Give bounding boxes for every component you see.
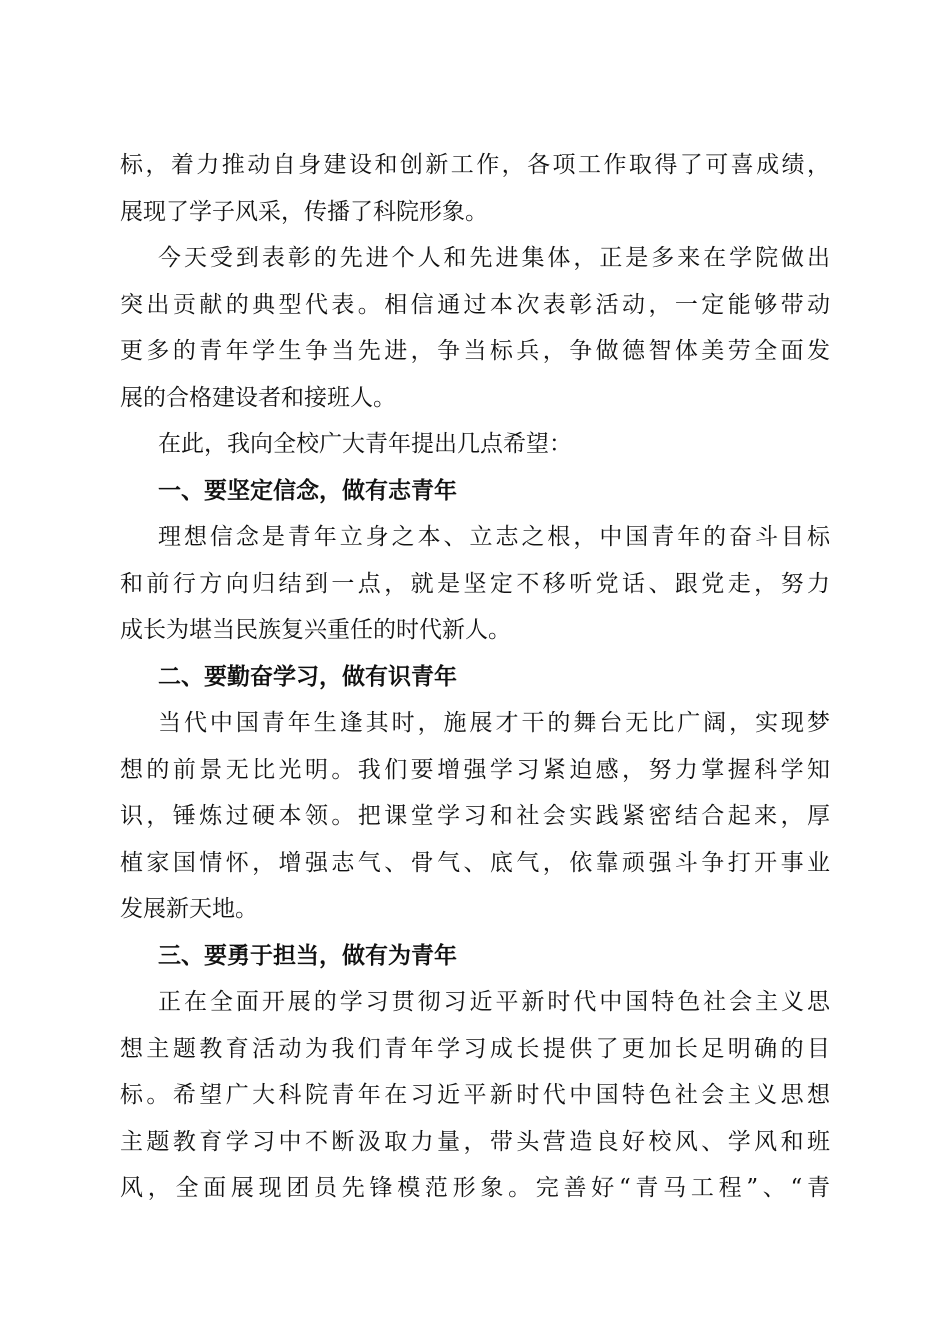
paragraph-line: 识，锤炼过硬本领。把课堂学习和社会实践紧密结合起来，厚: [120, 803, 830, 829]
section-heading-1: 一、要坚定信念，做有志青年: [158, 477, 457, 504]
paragraph-line: 风，全面展现团员先锋模范形象。完善好“青马工程”、“青: [120, 1175, 830, 1201]
paragraph-line: 想的前景无比光明。我们要增强学习紧迫感，努力掌握科学知: [120, 756, 830, 783]
paragraph-line: 标。希望广大科院青年在习近平新时代中国特色社会主义思想: [120, 1082, 830, 1108]
paragraph-continuation-line: 展现了学子风采，传播了科院形象。: [120, 198, 488, 225]
paragraph-line: 植家国情怀，增强志气、骨气、底气，依靠顽强斗争打开事业: [120, 849, 830, 876]
paragraph-line: 主题教育学习中不断汲取力量，带头营造良好校风、学风和班: [120, 1128, 830, 1155]
paragraph-line: 突出贡献的典型代表。相信通过本次表彰活动，一定能够带动: [120, 291, 830, 318]
paragraph-line: 展的合格建设者和接班人。: [120, 384, 396, 411]
paragraph-first-line: 今天受到表彰的先进个人和先进集体，正是多来在学院做出: [158, 245, 830, 271]
paragraph-line: 和前行方向归结到一点，就是坚定不移听党话、跟党走，努力: [120, 570, 830, 597]
section-heading-2: 二、要勤奋学习，做有识青年: [158, 663, 457, 690]
paragraph-line: 成长为堪当民族复兴重任的时代新人。: [120, 617, 511, 643]
document-body: [120, 142, 830, 1212]
paragraph-line: 发展新天地。: [120, 896, 258, 922]
paragraph-first-line: 正在全面开展的学习贯彻习近平新时代中国特色社会主义思: [158, 989, 830, 1015]
paragraph-first-line: 当代中国青年生逢其时，施展才干的舞台无比广阔，实现梦: [158, 710, 830, 736]
paragraph-line: 想主题教育活动为我们青年学习成长提供了更加长足明确的目: [120, 1035, 830, 1062]
paragraph-line: 更多的青年学生争当先进，争当标兵，争做德智体美劳全面发: [120, 338, 830, 364]
section-heading-3: 三、要勇于担当，做有为青年: [158, 942, 457, 969]
paragraph-first-line: 在此，我向全校广大青年提出几点希望：: [158, 431, 572, 457]
paragraph-continuation-line: 标，着力推动自身建设和创新工作，各项工作取得了可喜成绩，: [120, 152, 830, 178]
paragraph-first-line: 理想信念是青年立身之本、立志之根，中国青年的奋斗目标: [158, 524, 830, 550]
